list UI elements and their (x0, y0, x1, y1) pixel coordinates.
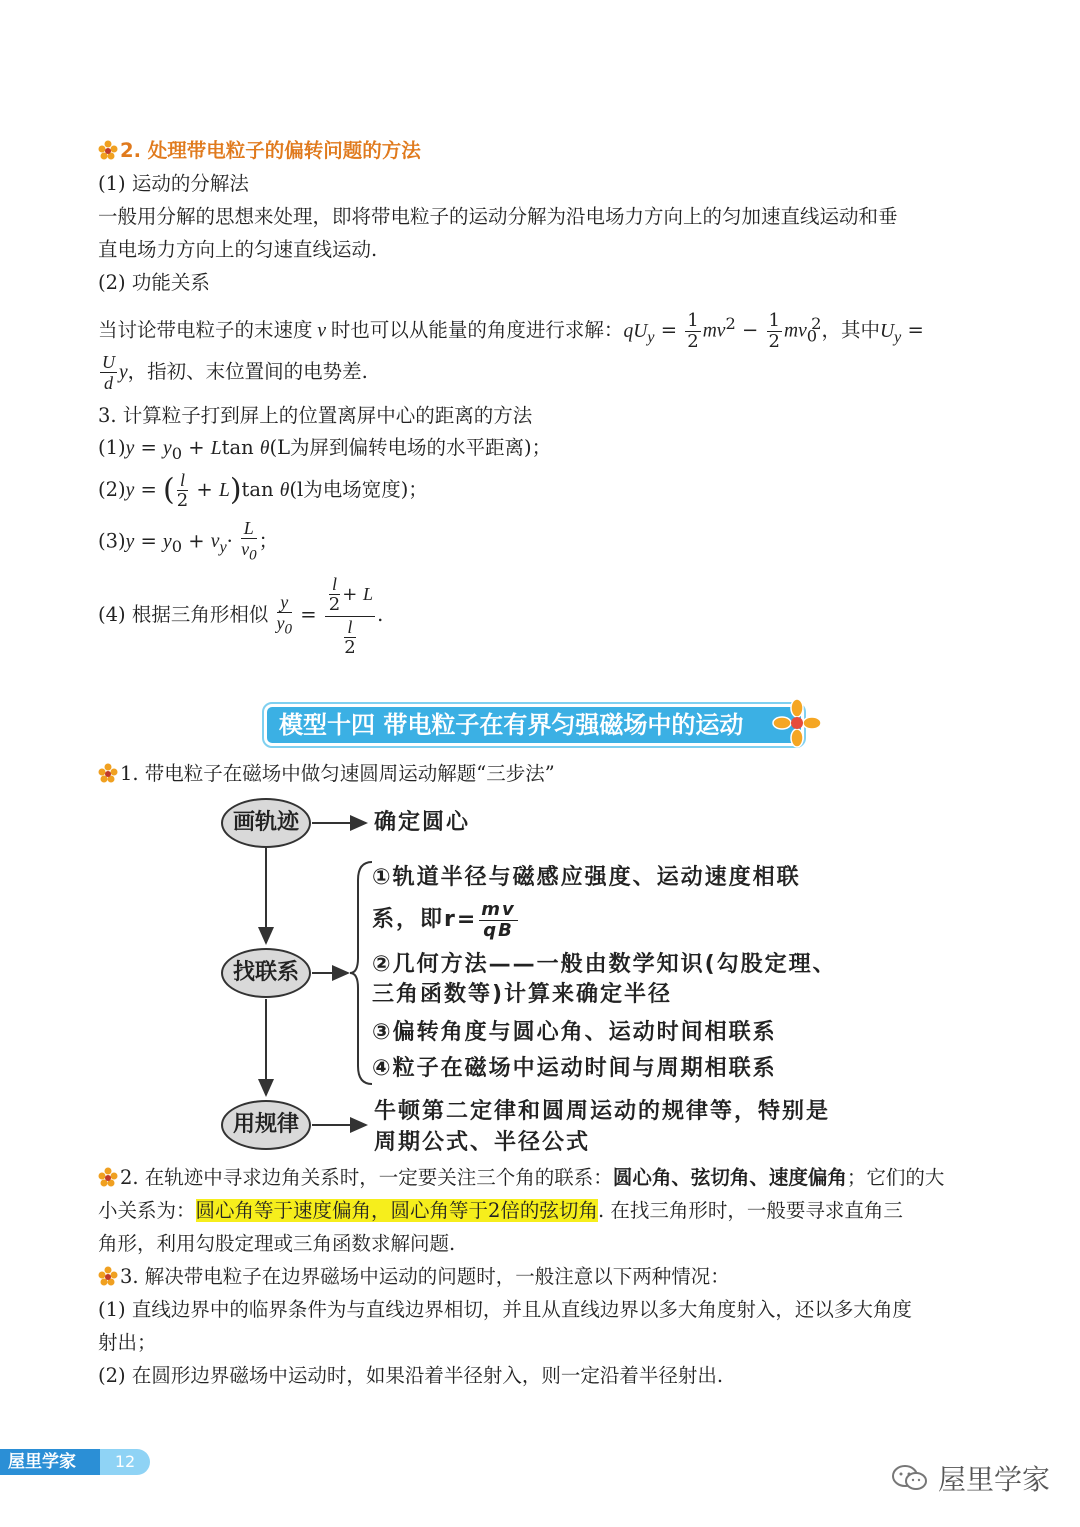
text-span: 2. 在轨迹中寻求边角关系时，一定要关注三个角的联系： (120, 1166, 613, 1189)
model-banner: 模型十四 带电粒子在有界匀强磁场中的运动 (264, 704, 804, 746)
node-apply-laws: 用规律 (221, 1100, 311, 1150)
energy-formula-cont: $\frac{U}{d}$ y，指初、末位置间的电势差. (102, 352, 368, 393)
diagram-text: 确定圆心 (374, 810, 471, 835)
text-span: (L为屏到偏转电场的水平距离)； (269, 436, 552, 459)
formula-4: (4) 根据三角形相似 $\frac{y}{y_0}$ = $\frac{l}{2}$ + L $\frac{l}{2}$ . (98, 574, 384, 658)
item-3-line: (2) 在圆形边界磁场中运动时，如果沿着半径射入，则一定沿着半径射出. (98, 1364, 724, 1387)
bold-text: 圆心角、弦切角、速度偏角 (612, 1166, 847, 1189)
node-find-relations: 找联系 (221, 948, 311, 998)
node-draw-trajectory: 画轨迹 (221, 798, 311, 848)
text-span: (4) 根据三角形相似 (98, 603, 269, 626)
fraction: $\frac{U}{d}$ (102, 352, 115, 393)
wechat-icon (890, 1463, 930, 1493)
text-span: . 在找三角形时，一般要寻求直角三 (597, 1199, 903, 1222)
text-span: 3. 解决带电粒子在边界磁场中运动的问题时，一般注意以下两种情况： (120, 1265, 730, 1288)
section-heading-text: 2. 处理带电粒子的偏转问题的方法 (120, 139, 421, 162)
fraction: $\frac{1}{2}$ (768, 309, 780, 352)
method-3-title: 3. 计算粒子打到屏上的位置离屏中心的距离的方法 (98, 404, 533, 427)
energy-formula-line: 当讨论带电粒子的末速度 v 时也可以从能量的角度进行求解：$qU_y$ = $\frac{1}{2}$ $mv^2$ − $\frac{1}{2}$ $mv_0^2$，其中$U_y$ = (98, 309, 924, 352)
fraction (479, 900, 518, 941)
method-1-title: (1) 运动的分解法 (98, 172, 249, 195)
diagram-text: 牛顿第二定律和圆周运动的规律等，特别是 (374, 1099, 831, 1124)
text-span: ，指初、末位置间的电势差. (127, 360, 368, 383)
flower-icon (772, 698, 822, 748)
highlighted-text: 圆心角等于速度偏角，圆心角等于2倍的弦切角 (195, 1199, 598, 1222)
page-number: 12 (100, 1449, 150, 1475)
diagram-text: 三角函数等)计算来确定半径 (372, 982, 673, 1007)
text-span: ，其中 (821, 318, 880, 342)
diagram-text: ③偏转角度与圆心角、运动时间相联系 (372, 1020, 777, 1045)
item-3-line: (1) 直线边界中的临界条件为与直线边界相切，并且从直线边界以多大角度射入，还以多大角度 (98, 1298, 912, 1321)
fraction: $\frac{l}{2}$ (176, 470, 189, 511)
paragraph-line: 一般用分解的思想来处理，即将带电粒子的运动分解为沿电场力方向上的匀加速直线运动和垂 (98, 205, 898, 228)
diagram-text: ④粒子在磁场中运动时间与周期相联系 (372, 1056, 777, 1081)
diagram-text (372, 898, 520, 942)
text-span: 时也可以从能量的角度进行求解： (330, 318, 624, 342)
item-1-line (98, 758, 990, 790)
flower-icon (98, 1167, 118, 1187)
method-2-title: (2) 功能关系 (98, 271, 210, 294)
fraction-num: mv (481, 898, 516, 920)
nested-fraction: $\frac{l}{2}$ + L $\frac{l}{2}$ (325, 573, 375, 659)
fraction: $\frac{L}{v_0}$ (241, 518, 257, 564)
flower-icon (98, 140, 118, 160)
item-3-line: 射出； (98, 1331, 157, 1354)
item-2-line (98, 1195, 990, 1227)
paragraph-line: 直电场力方向上的匀速直线运动. (98, 238, 378, 261)
text-span: ；它们的大 (846, 1166, 945, 1189)
flower-icon (98, 763, 118, 783)
watermark-text: 屋里学家 (938, 1463, 1051, 1496)
footer-brand: 屋里学家 (0, 1449, 100, 1475)
text-span: 系，即r= (372, 907, 478, 932)
diagram-text: ①轨道半径与磁感应强度、运动速度相联 (372, 865, 801, 890)
item-2-line: 角形，利用勾股定理或三角函数求解问题. (98, 1232, 456, 1255)
diagram-text: ②几何方法——一般由数学知识(勾股定理、 (372, 952, 837, 977)
item-3-line (98, 1261, 990, 1293)
fraction: $\frac{y}{y_0}$ (276, 591, 293, 638)
diagram-text: 周期公式、半径公式 (374, 1130, 591, 1155)
fraction: $\frac{1}{2}$ (687, 309, 699, 352)
text-span: (2) (98, 478, 126, 501)
fraction-den: qB (483, 919, 514, 941)
item-2-line (98, 1162, 990, 1194)
text-span: 当讨论带电粒子的末速度 (98, 318, 313, 342)
text-span: (l为电场宽度)； (289, 478, 428, 501)
formula-3: $(3)y = y_0 + v_y\cdot$ $\frac{L}{v_0}$ ； (98, 518, 279, 564)
item-1-text: 1. 带电粒子在磁场中做匀速圆周运动解题“三步法” (120, 762, 555, 785)
text-span: (1) (98, 436, 126, 459)
section-heading (98, 135, 990, 167)
formula-2: (2)y = ( $\frac{l}{2}$ + L)tan θ(l为电场宽度)； (98, 470, 428, 511)
text-span: 小关系为： (98, 1199, 196, 1222)
text-span: (3) (98, 529, 126, 553)
flower-icon (98, 1266, 118, 1286)
formula-1: $(1)y = y_0 + Ltan$ θ(L为屏到偏转电场的水平距离)； (98, 436, 552, 463)
